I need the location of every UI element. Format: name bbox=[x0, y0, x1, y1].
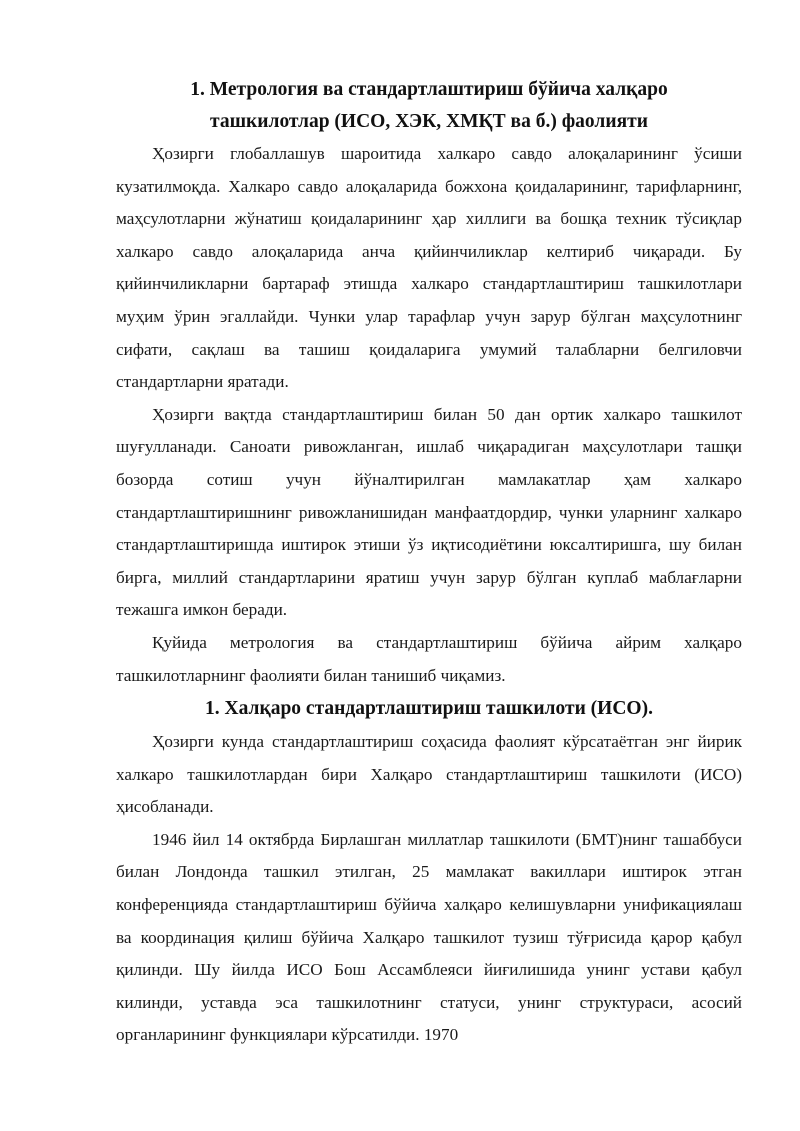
document-content bbox=[116, 74, 742, 1052]
page-title bbox=[116, 74, 742, 138]
paragraph-organizations-count: Ҳозирги вақтда стандартлаштириш билан 50 дан ортик халкаро ташкилот шуғулланади. Саноати ривожланган, ишлаб чиқарадиган маҳсулотлари ташқи бозорда сотиш учун йўналтирилган мамлакатлар ҳам халкаро стандартлаштиришнинг ривожланишидан манфаатдордир, чунки уларнинг халкаро стандартлаштиришда иштирок этиши ўз иқтисодиётини юксалтиришга, шу билан бирга, миллий стандартларини яратиш учун зарур бўлган куплаб маблағларни тежашга имкон беради. bbox=[116, 404, 742, 620]
paragraph-iso-intro: Ҳозирги кунда стандартлаштириш соҳасида фаолият кўрсатаётган энг йирик халкаро ташкилотлардан бири Халқаро стандартлаштириш ташкилоти (ИСО) ҳисобланади. bbox=[116, 732, 742, 817]
page-title-line-2: ташкилотлар (ИСО, ХЭК, ХМҚТ ва б.) фаолияти bbox=[210, 111, 648, 132]
page-title-line-1: 1. Метрология ва стандартлаштириш бўйича халқаро bbox=[190, 79, 668, 100]
paragraph-iso-history: 1946 йил 14 октябрда Бирлашган миллатлар ташкилоти (БМТ)нинг ташаббуси билан Лондонда ташкил этилган, 25 мамлакат вакиллари иштирок этган конференцияда стандартлаштириш бўйича халқаро келишувларни унификациялаш ва координация қилиш бўйича Халқаро ташкилот тузиш тўғрисида қарор қабул қилинди. Шу йилда ИСО Бош Ассамблеяси йиғилишида унинг устави қабул килинди, уставда эса ташкилотнинг статуси, унинг структураси, асосий органларининг функциялари кўрсатилди. 1970 bbox=[116, 829, 742, 1045]
section-heading-iso: 1. Халқаро стандартлаштириш ташкилоти (ИСО). bbox=[205, 698, 653, 720]
paragraph-overview: Қуйида метрология ва стандартлаштириш бўйича айрим халқаро ташкилотларнинг фаолияти билан танишиб чиқамиз. bbox=[116, 632, 742, 685]
paragraph-intro: Ҳозирги глобаллашув шароитида халкаро савдо алоқаларининг ўсиши кузатилмоқда. Халкаро савдо алоқаларида божхона қоидаларининг, тарифларнинг, маҳсулотларни жўнатиш қоидаларининг ҳар хиллиги ва бошқа техник тўсиқлар халкаро савдо алоқаларида анча қийинчиликлар келтириб чиқаради. Бу қийинчиликларни бартараф этишда халкаро стандартлаштириш ташкилотлари муҳим ўрин эгаллайди. Чунки улар тарафлар учун зарур бўлган маҳсулотнинг сифати, сақлаш ва ташиш қоидаларига умумий талабларни белгиловчи стандартларни яратади. bbox=[116, 144, 742, 392]
